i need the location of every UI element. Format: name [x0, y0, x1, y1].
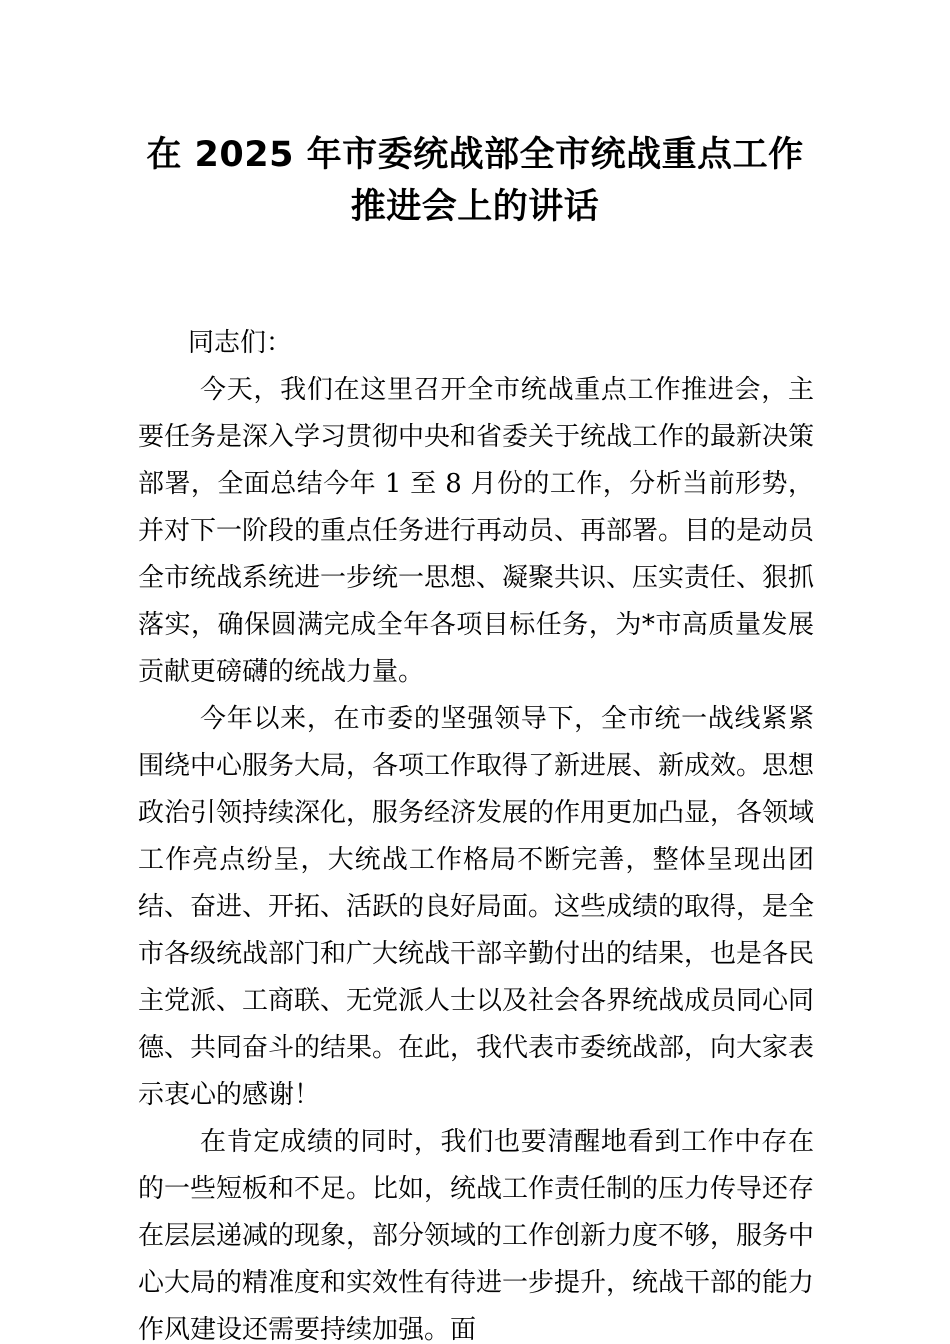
- page-title: 在 2025 年市委统战部全市统战重点工作推进会上的讲话: [146, 135, 804, 228]
- salutation-line: 同志们：: [188, 328, 293, 358]
- document-body: [138, 320, 814, 1344]
- body-paragraph-1: 今天，我们在这里召开全市统战重点工作推进会，主要任务是深入学习贯彻中央和省委关于统战工作的最新决策部署，全面总结今年 1 至 8 月份的工作，分析当前形势，并对下一阶段的重点任务进行再动员、再部署。目的是动员全市统战系统进一步统一思想、凝聚共识、压实责任、狠抓落实，确保圆满完成全年各项目标任务，为*市高质量发展贡献更磅礴的统战力量。: [138, 375, 815, 687]
- body-paragraph-2: 今年以来，在市委的坚强领导下，全市统一战线紧紧围绕中心服务大局，各项工作取得了新进展、新成效。思想政治引领持续深化，服务经济发展的作用更加凸显，各领域工作亮点纷呈，大统战工作格局不断完善，整体呈现出团结、奋进、开拓、活跃的良好局面。这些成绩的取得，是全市各级统战部门和广大统战干部辛勤付出的结果，也是各民主党派、工商联、无党派人士以及社会各界统战成员同心同德、共同奋斗的结果。在此，我代表市委统战部，向大家表示衷心的感谢！: [138, 704, 815, 1110]
- body-paragraph-3: 在肯定成绩的同时，我们也要清醒地看到工作中存在的一些短板和不足。比如，统战工作责任制的压力传导还存在层层递减的现象，部分领域的工作创新力度不够，服务中心大局的精准度和实效性有待进一步提升，统战干部的能力作风建设还需要持续加强。面: [138, 1127, 815, 1344]
